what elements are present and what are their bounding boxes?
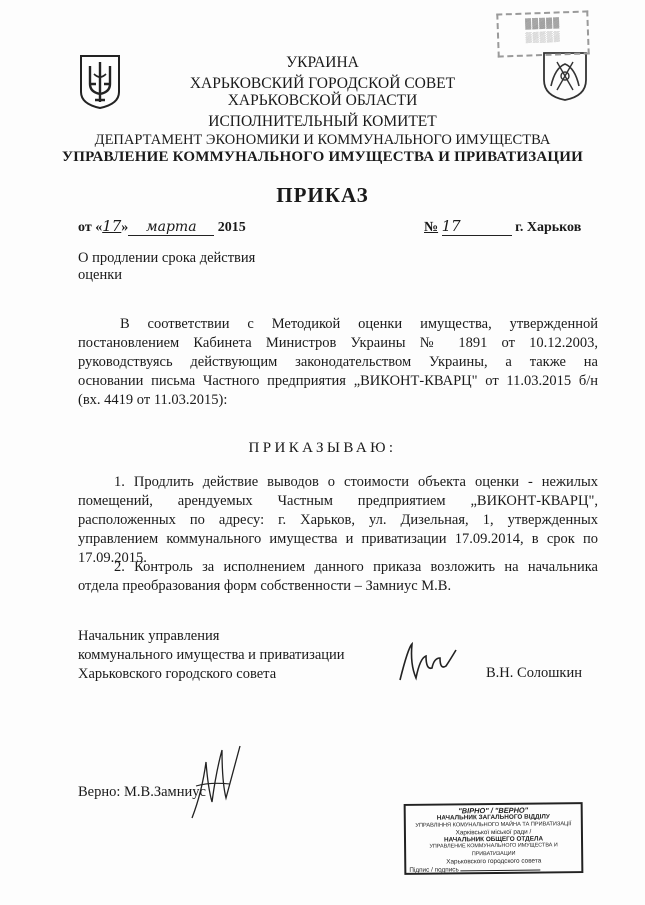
position-line: Начальник управления bbox=[78, 628, 220, 644]
date-mid: » bbox=[121, 220, 129, 235]
item-line: управлением коммунального имущества и приватизации 17.09.2014, в срок по bbox=[78, 531, 598, 547]
subject-line-1: О продлении срока действия bbox=[78, 250, 256, 266]
document-title: ПРИКАЗ bbox=[276, 183, 369, 207]
stamp-line bbox=[409, 865, 578, 874]
order-city: г. Харьков bbox=[515, 220, 582, 235]
stamp-line: Харківської міської ради / bbox=[455, 828, 532, 837]
header-department: ДЕПАРТАМЕНТ ЭКОНОМИКИ И КОММУНАЛЬНОГО ИМУЩЕСТВА bbox=[94, 132, 551, 148]
stamp-line: "ВІРНО" / "ВЕРНО" bbox=[458, 805, 529, 816]
item-line: расположенных по адресу: г. Харьков, ул. Дизельная, 1, утвержденных bbox=[78, 512, 598, 528]
stamp-line: НАЧАЛЬНИК ОБЩЕГО ОТДЕЛА bbox=[443, 835, 544, 844]
signatory-name: В.Н. Солошкин bbox=[486, 665, 582, 681]
stamp-line: Харьковского городского совета bbox=[446, 857, 542, 866]
preamble-line: руководствуясь действующим законодательством Украины, а также на bbox=[78, 354, 598, 370]
registry-stamp: ▓▓▓▓▓ ▒▒▒▒▒ bbox=[496, 10, 589, 57]
stamp-line: УПРАВЛЕНИЕ КОММУНАЛЬНОГО ИМУЩЕСТВА И ПРИВАТИЗАЦИИ bbox=[429, 842, 558, 858]
verified-note: Верно: М.В.Замниус bbox=[78, 784, 206, 800]
header-country: УКРАИНА bbox=[286, 54, 359, 71]
order-number bbox=[424, 217, 581, 236]
certification-stamp bbox=[404, 802, 584, 875]
subject-line-2: оценки bbox=[78, 267, 123, 283]
order-item-2 bbox=[78, 558, 598, 596]
header-council: ХАРЬКОВСКИЙ ГОРОДСКОЙ СОВЕТ bbox=[189, 75, 456, 92]
preamble-line: постановлением Кабинета Министров Украины № 1891 от 10.12.2003, bbox=[78, 335, 598, 351]
date-prefix: от « bbox=[78, 220, 103, 235]
item-line: отдела преобразования форм собственности – Замниус М.В. bbox=[78, 578, 452, 594]
number-prefix: № bbox=[424, 220, 439, 235]
preamble bbox=[78, 315, 598, 410]
preamble-line: (вх. 4419 от 11.03.2015): bbox=[78, 392, 228, 408]
header-directorate: УПРАВЛЕНИЕ КОММУНАЛЬНОГО ИМУЩЕСТВА И ПРИВАТИЗАЦИИ bbox=[62, 149, 583, 165]
stamp-line: УПРАВЛІННЯ КОМУНАЛЬНОГО МАЙНА ТА ПРИВАТИЗАЦІЇ bbox=[415, 820, 572, 829]
order-item-1 bbox=[78, 473, 598, 568]
position-line: Харьковского городского совета bbox=[78, 666, 277, 682]
date-year: 2015 bbox=[217, 220, 246, 235]
stamp-sign-label: Підпис / подпись bbox=[409, 866, 459, 875]
order-word: ПРИКАЗЫВАЮ: bbox=[248, 440, 397, 456]
stamp-line: НАЧАЛЬНИК ЗАГАЛЬНОГО ВІДДІЛУ bbox=[436, 813, 550, 822]
item-line: помещений, арендуемых Частным предприятием „ВИКОНТ-КВАРЦ", bbox=[78, 493, 598, 509]
item-line: 1. Продлить действие выводов о стоимости объекта оценки - нежилых bbox=[114, 474, 598, 490]
item-line: 2. Контроль за исполнением данного приказа возложить на начальника bbox=[114, 559, 598, 575]
date-month: марта bbox=[128, 219, 214, 236]
item-line: 17.09.2015. bbox=[78, 550, 147, 566]
order-date bbox=[78, 217, 246, 236]
header-region: ХАРЬКОВСКОЙ ОБЛАСТИ bbox=[227, 92, 418, 109]
verifier-signature-icon bbox=[186, 742, 244, 822]
signature-icon bbox=[396, 640, 462, 686]
number-value: 17 bbox=[442, 217, 512, 236]
date-day: 17 bbox=[102, 217, 122, 235]
stamp-sign-line bbox=[461, 870, 541, 872]
preamble-line: основании письма Частного предприятия „ВИКОНТ-КВАРЦ" от 11.03.2015 б/н bbox=[78, 373, 598, 389]
preamble-line: В соответствии с Методикой оценки имущества, утвержденной bbox=[120, 316, 598, 332]
position-line: коммунального имущества и приватизации bbox=[78, 647, 345, 663]
signature-position bbox=[78, 627, 345, 684]
header-committee: ИСПОЛНИТЕЛЬНЫЙ КОМИТЕТ bbox=[208, 113, 437, 130]
